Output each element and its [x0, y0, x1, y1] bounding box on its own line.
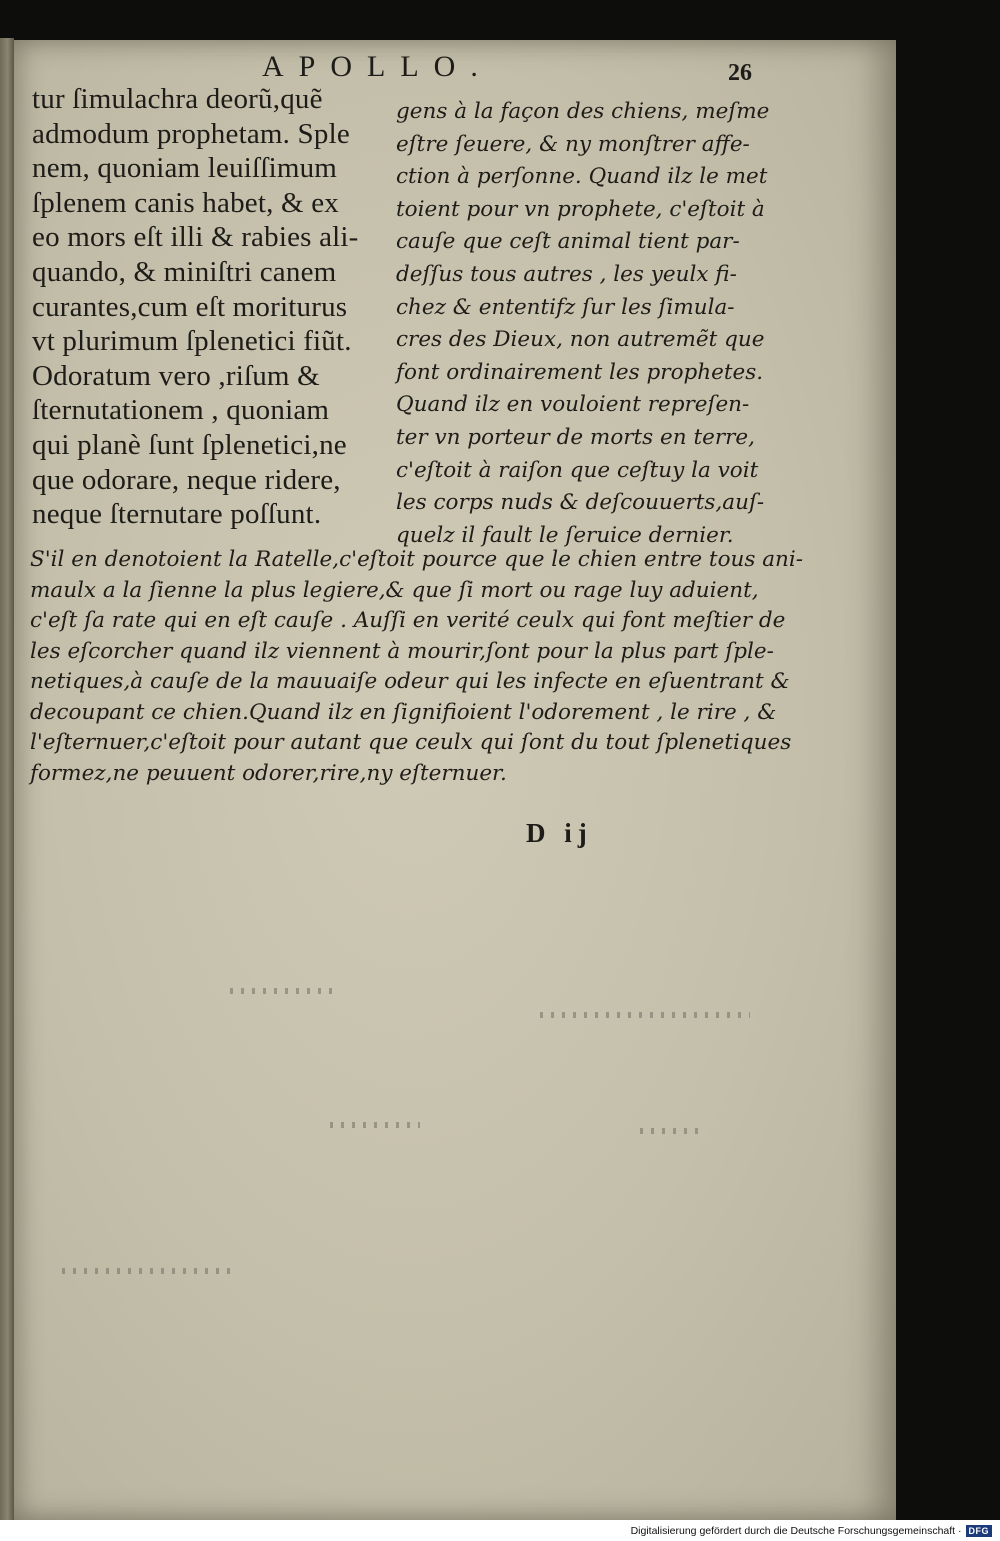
- show-through-specks: [230, 988, 340, 994]
- french-line: toient pour vn prophete, c'eſtoit à: [396, 196, 765, 222]
- latin-line: ſternutationem , quoniam: [32, 394, 330, 427]
- latin-line: vt plurimum ſplenetici fiũt.: [32, 325, 352, 358]
- french-paragraph-line: maulx a la ſienne la plus legiere,& que ſi mort ou rage luy aduient,: [30, 577, 759, 603]
- signature-mark: D ij: [526, 818, 593, 848]
- french-line: cres des Dieux, non autremẽt que: [396, 327, 765, 353]
- french-line: les corps nuds & deſcouuerts,auſ-: [396, 490, 765, 516]
- french-line: quelz il fault le ſeruice dernier.: [396, 522, 734, 548]
- french-paragraph-line: c'eſt ſa rate qui en eſt cauſe . Auſſi en verité ceulx qui font meſtier de: [30, 608, 786, 633]
- latin-line: neque ſternutare poſſunt.: [32, 498, 322, 531]
- running-head: APOLLO.: [262, 50, 493, 83]
- latin-line: admodum prophetam. Sple: [32, 117, 350, 150]
- latin-line: quando, & miniſtri canem: [32, 255, 337, 288]
- french-line: chez & ententifz ſur les ſimula-: [396, 294, 735, 320]
- show-through-specks: [540, 1012, 750, 1018]
- french-paragraph-line: les eſcorcher quand ilz viennent à mourir,ſont pour la plus part ſple-: [30, 638, 774, 664]
- french-paragraph-line: S'il en denotoient la Ratelle,c'eſtoit pource que le chien entre tous ani-: [30, 547, 804, 572]
- french-paragraph-line: l'eſternuer,c'eſtoit pour autant que ceulx qui ſont du tout ſplenetiques: [30, 730, 792, 755]
- french-column: [396, 96, 770, 552]
- latin-line: curantes,cum eſt moriturus: [32, 290, 348, 323]
- latin-line: nem, quoniam leuiſſimum: [32, 152, 338, 185]
- french-line: font ordinairement les prophetes.: [396, 359, 764, 385]
- french-line: ction à perſonne. Quand ilz le met: [396, 164, 768, 190]
- french-paragraph-line: decoupant ce chien.Quand ilz en ſignifioient l'odorement , le rire , &: [30, 699, 777, 725]
- latin-column: [32, 82, 392, 532]
- french-line: c'eſtoit à raiſon que ceſtuy la voit: [396, 457, 759, 483]
- footer-bar: [0, 1520, 1000, 1541]
- latin-line: ſplenem canis habet, & ex: [32, 186, 339, 219]
- dfg-logo: DFG: [966, 1525, 993, 1537]
- french-paragraph-line: netiques,à cauſe de la mauuaiſe odeur qui les infecte en eſuentrant &: [30, 669, 790, 694]
- page-edge: [0, 38, 14, 1520]
- latin-line: que odorare, neque ridere,: [32, 463, 341, 496]
- show-through-specks: [330, 1122, 420, 1128]
- latin-line: qui planè ſunt ſplenetici,ne: [32, 428, 347, 461]
- show-through-specks: [62, 1268, 237, 1274]
- page-number: 26: [728, 60, 752, 86]
- latin-line: eo mors eſt illi & rabies ali-: [32, 221, 359, 254]
- french-paragraph: [30, 545, 804, 789]
- french-line: cauſe que ceſt animal tient par-: [396, 229, 740, 255]
- show-through-specks: [640, 1128, 700, 1134]
- french-line: gens à la façon des chiens, meſme: [396, 99, 770, 124]
- latin-line: Odoratum vero ,riſum &: [32, 359, 320, 392]
- french-paragraph-line: formez,ne peuuent odorer,rire,ny eſternuer.: [30, 760, 507, 786]
- french-line: eſtre ſeuere, & ny monſtrer affe-: [396, 131, 750, 157]
- french-line: deſſus tous autres , les yeulx fi-: [396, 261, 737, 287]
- french-line: ter vn porteur de morts en terre,: [396, 424, 755, 450]
- footer-credit: Digitalisierung gefördert durch die Deutsche Forschungsgemeinschaft ·: [630, 1524, 962, 1537]
- french-line: Quand ilz en vouloient repreſen-: [396, 392, 750, 418]
- latin-line: tur ſimulachra deorũ,quẽ: [32, 83, 323, 115]
